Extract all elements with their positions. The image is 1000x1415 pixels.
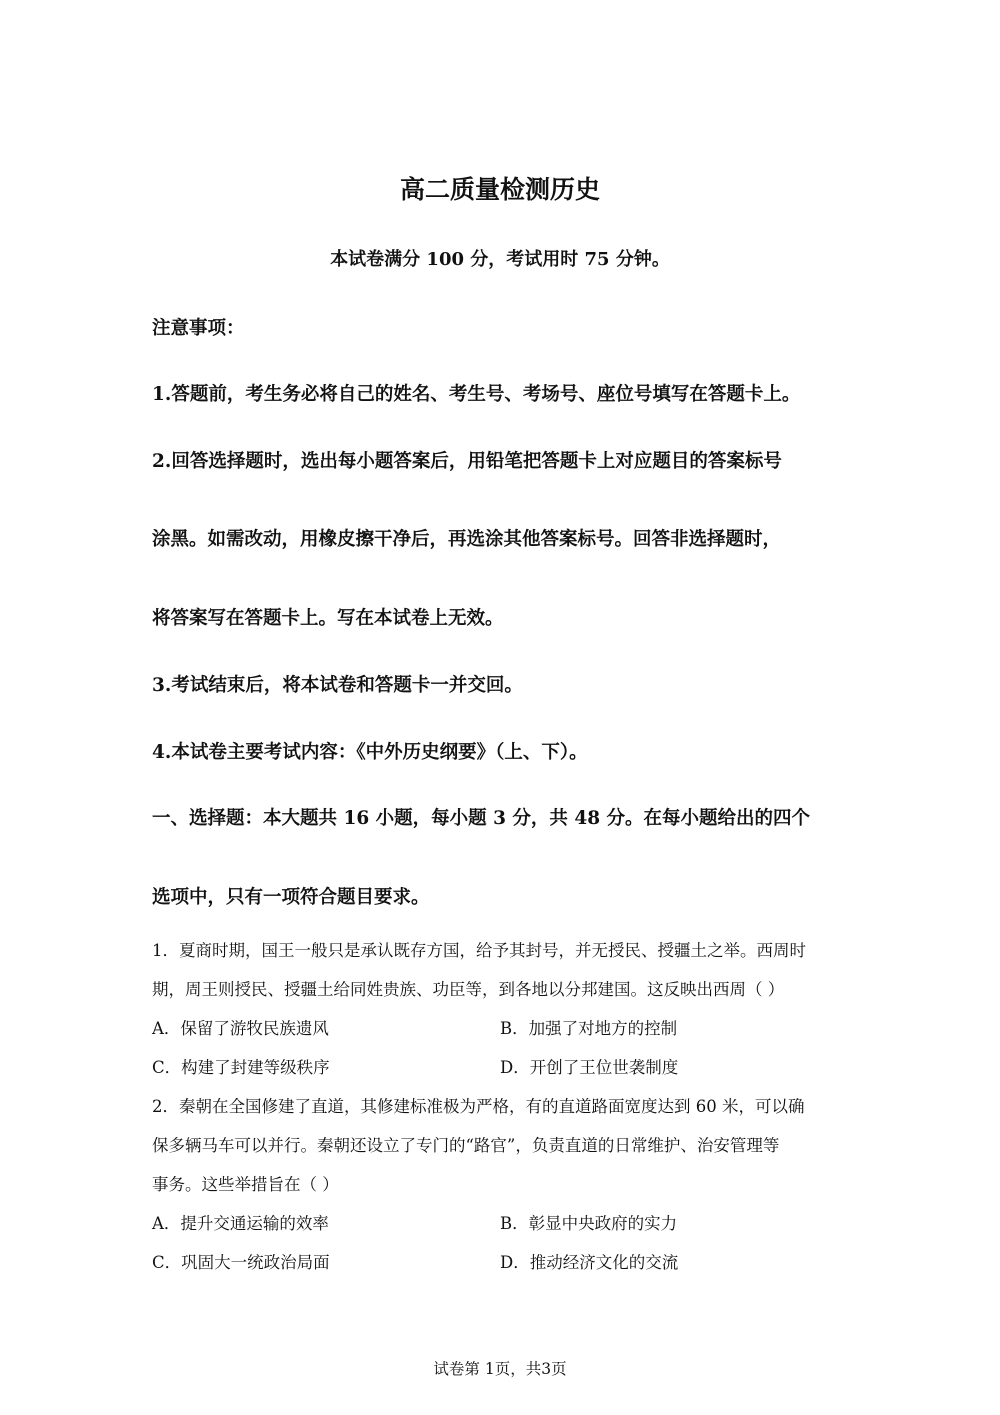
section-heading-line-1: 一、选择题：本大题共 16 小题，每小题 3 分，共 48 分。在每小题给出的四个 xyxy=(152,808,811,829)
exam-info: 本试卷满分 100 分，考试用时 75 分钟。 xyxy=(330,249,670,270)
question-2-line-3: 事务。这些举措旨在（ ） xyxy=(152,1175,339,1194)
note-item-2-line-1: 2.回答选择题时，选出每小题答案后，用铅笔把答题卡上对应题目的答案标号 xyxy=(152,451,782,472)
question-1-line-2: 期，周王则授民、授疆土给同姓贵族、功臣等，到各地以分邦建国。这反映出西周（ ） xyxy=(152,980,785,999)
note-item-4: 4.本试卷主要考试内容：《中外历史纲要》（上、下）。 xyxy=(152,742,588,763)
question-2-line-1: 2．秦朝在全国修建了直道，其修建标准极为严格，有的直道路面宽度达到 60 米，可以确 xyxy=(152,1097,805,1116)
note-item-2-line-3: 将答案写在答题卡上。写在本试卷上无效。 xyxy=(152,608,504,629)
question-2-option-c: C．巩固大一统政治局面 xyxy=(152,1253,330,1272)
page-footer: 试卷第 1页，共3页 xyxy=(433,1360,567,1378)
note-item-1: 1.答题前，考生务必将自己的姓名、考生号、考场号、座位号填写在答题卡上。 xyxy=(152,384,801,405)
section-heading-line-2: 选项中，只有一项符合题目要求。 xyxy=(152,887,430,908)
question-2-line-2: 保多辆马车可以并行。秦朝还设立了专门的“路官”，负责直道的日常维护、治安管理等 xyxy=(152,1136,780,1155)
question-2-option-b: B．彰显中央政府的实力 xyxy=(500,1214,678,1233)
question-1-line-1: 1．夏商时期，国王一般只是承认既存方国，给予其封号，并无授民、授疆土之举。西周时 xyxy=(152,941,806,960)
question-1-option-a: A．保留了游牧民族遗风 xyxy=(152,1019,329,1038)
question-2-option-a: A．提升交通运输的效率 xyxy=(152,1214,329,1233)
note-item-2-line-2: 涂黑。如需改动，用橡皮擦干净后，再选涂其他答案标号。回答非选择题时， xyxy=(152,529,782,550)
page-title: 高二质量检测历史 xyxy=(399,175,600,204)
question-1-option-c: C．构建了封建等级秩序 xyxy=(152,1058,330,1077)
question-1-option-d: D．开创了王位世袭制度 xyxy=(500,1058,679,1077)
question-1-option-b: B．加强了对地方的控制 xyxy=(500,1019,678,1038)
question-2-option-d: D．推动经济文化的交流 xyxy=(500,1253,679,1272)
note-item-3: 3.考试结束后，将本试卷和答题卡一并交回。 xyxy=(152,675,523,696)
notes-heading: 注意事项： xyxy=(152,318,245,339)
